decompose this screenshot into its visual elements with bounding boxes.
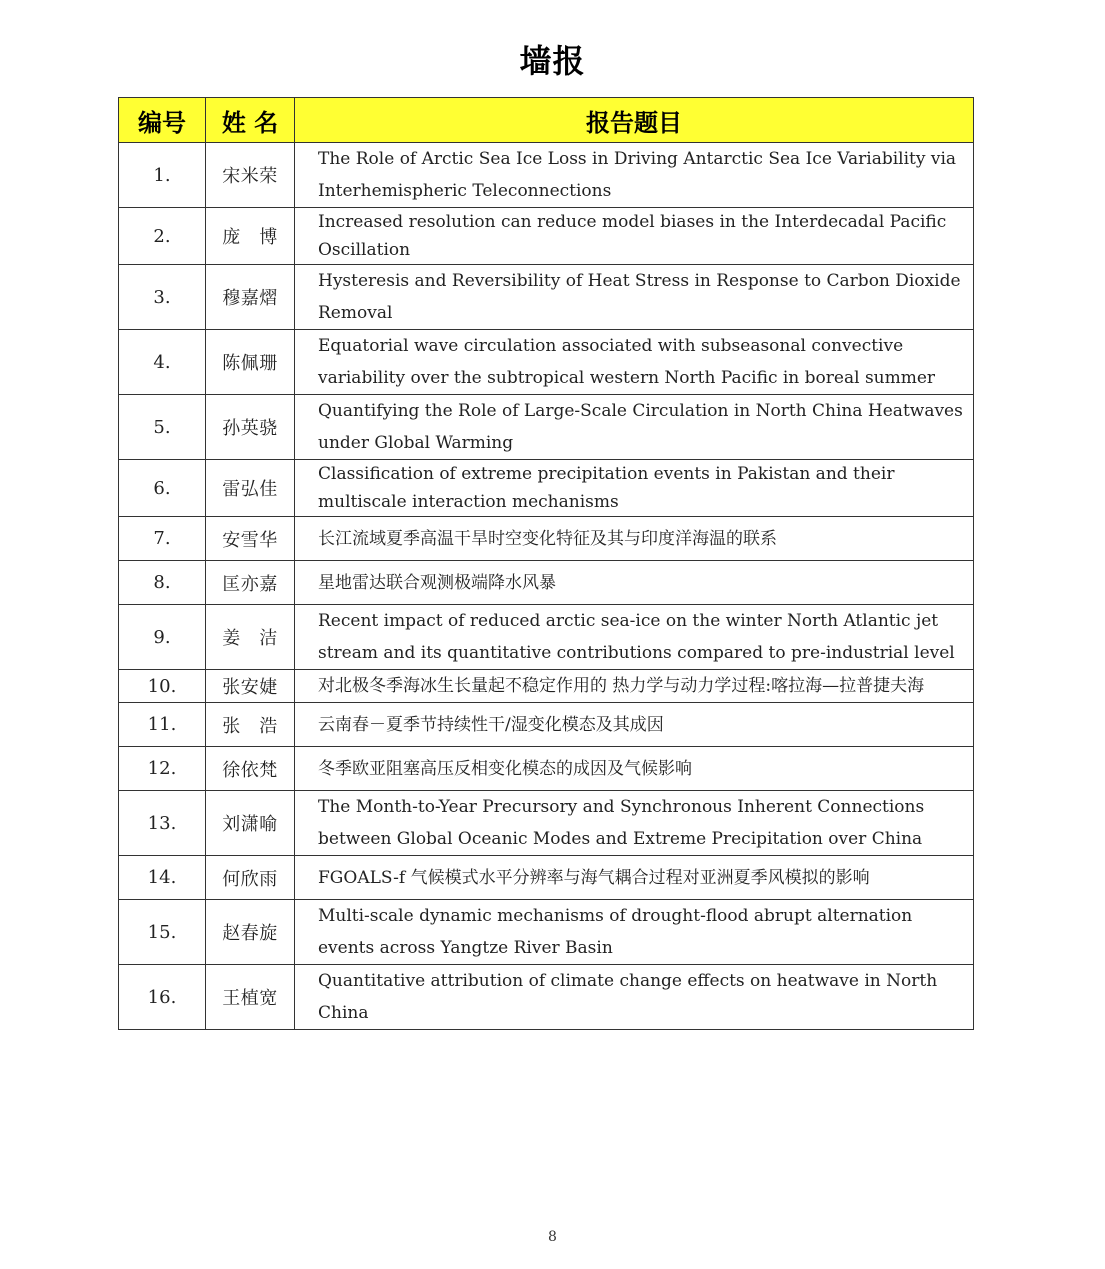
table-row <box>119 517 974 561</box>
row-number: 14. <box>119 856 206 900</box>
header-title: 报告题目 <box>295 98 974 143</box>
poster-table <box>118 97 974 1030</box>
row-name: 姜 洁 <box>206 605 295 670</box>
row-number: 1. <box>119 143 206 208</box>
page-number: 8 <box>548 1229 557 1245</box>
row-number: 9. <box>119 605 206 670</box>
header-number: 编号 <box>119 98 206 143</box>
row-name: 庞 博 <box>206 208 295 265</box>
row-name: 雷弘佳 <box>206 460 295 517</box>
row-name: 安雪华 <box>206 517 295 561</box>
table-row <box>119 265 974 330</box>
row-name: 穆嘉熠 <box>206 265 295 330</box>
table-row <box>119 143 974 208</box>
table-row <box>119 965 974 1030</box>
row-title: Classification of extreme precipitation events in Pakistan and their multiscale interaction mechanisms <box>295 460 974 517</box>
row-title: 对北极冬季海冰生长量起不稳定作用的 热力学与动力学过程:喀拉海—拉普捷夫海 <box>295 670 974 703</box>
row-title: Increased resolution can reduce model biases in the Interdecadal Pacific Oscillation <box>295 208 974 265</box>
row-title: The Role of Arctic Sea Ice Loss in Driving Antarctic Sea Ice Variability via Interhemispheric Teleconnections <box>295 143 974 208</box>
row-title: 云南春－夏季节持续性干/湿变化模态及其成因 <box>295 703 974 747</box>
row-name: 赵春旋 <box>206 900 295 965</box>
row-name: 王植宽 <box>206 965 295 1030</box>
row-number: 13. <box>119 791 206 856</box>
row-number: 4. <box>119 330 206 395</box>
row-title: Equatorial wave circulation associated with subseasonal convective variability over the subtropical western North Pacific in boreal summer <box>295 330 974 395</box>
row-number: 16. <box>119 965 206 1030</box>
row-number: 6. <box>119 460 206 517</box>
table-row <box>119 208 974 265</box>
row-name: 宋米荣 <box>206 143 295 208</box>
row-title: Quantifying the Role of Large-Scale Circulation in North China Heatwaves under Global Warming <box>295 395 974 460</box>
page-title: 墙报 <box>519 42 586 80</box>
row-name: 张安婕 <box>206 670 295 703</box>
table-header-row <box>119 98 974 143</box>
row-title: Hysteresis and Reversibility of Heat Stress in Response to Carbon Dioxide Removal <box>295 265 974 330</box>
table-row <box>119 330 974 395</box>
row-number: 8. <box>119 561 206 605</box>
row-title: Multi-scale dynamic mechanisms of drought-flood abrupt alternation events across Yangtze River Basin <box>295 900 974 965</box>
row-name: 何欣雨 <box>206 856 295 900</box>
row-name: 张 浩 <box>206 703 295 747</box>
table-row <box>119 703 974 747</box>
row-name: 徐依梵 <box>206 747 295 791</box>
table-row <box>119 460 974 517</box>
row-number: 3. <box>119 265 206 330</box>
row-number: 7. <box>119 517 206 561</box>
row-number: 10. <box>119 670 206 703</box>
row-number: 15. <box>119 900 206 965</box>
row-title: The Month-to-Year Precursory and Synchronous Inherent Connections between Global Oceanic Modes and Extreme Precipitation over China <box>295 791 974 856</box>
table-row <box>119 791 974 856</box>
header-name: 姓 名 <box>206 98 295 143</box>
row-number: 11. <box>119 703 206 747</box>
row-title: 冬季欧亚阻塞高压反相变化模态的成因及气候影响 <box>295 747 974 791</box>
row-title: 星地雷达联合观测极端降水风暴 <box>295 561 974 605</box>
row-name: 匡亦嘉 <box>206 561 295 605</box>
row-name: 陈佩珊 <box>206 330 295 395</box>
row-title: Quantitative attribution of climate change effects on heatwave in North China <box>295 965 974 1030</box>
table-row <box>119 605 974 670</box>
table-row <box>119 856 974 900</box>
row-name: 刘潇喻 <box>206 791 295 856</box>
table-row <box>119 900 974 965</box>
row-number: 5. <box>119 395 206 460</box>
row-title: Recent impact of reduced arctic sea-ice on the winter North Atlantic jet stream and its quantitative contributions compared to pre-industrial level <box>295 605 974 670</box>
table-row <box>119 395 974 460</box>
table-row <box>119 747 974 791</box>
table-row <box>119 670 974 703</box>
row-number: 2. <box>119 208 206 265</box>
row-number: 12. <box>119 747 206 791</box>
row-title: 长江流域夏季高温干旱时空变化特征及其与印度洋海温的联系 <box>295 517 974 561</box>
table-row <box>119 561 974 605</box>
row-name: 孙英骁 <box>206 395 295 460</box>
row-title: FGOALS-f 气候模式水平分辨率与海气耦合过程对亚洲夏季风模拟的影响 <box>295 856 974 900</box>
